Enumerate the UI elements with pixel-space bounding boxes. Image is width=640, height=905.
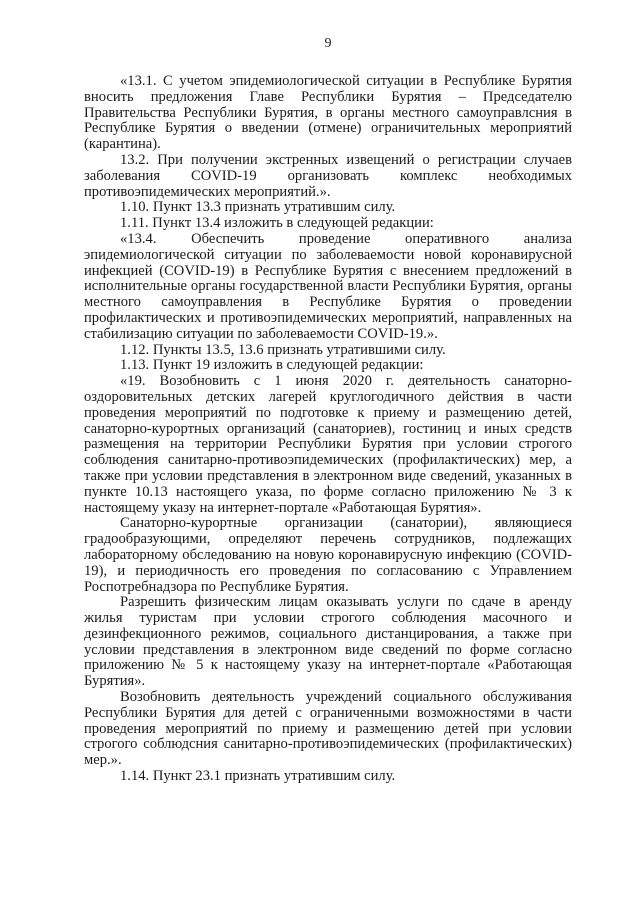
page-number: 9 [324, 36, 332, 51]
document-page [84, 0, 572, 905]
paragraph-1-10: 1.10. Пункт 13.3 признать утратившим силу. [120, 199, 396, 216]
paragraph-19: «19. Возобновить с 1 июня 2020 г. деятельность санаторно-оздоровительных детских лагерей круглогодичного действия в части проведения мероприятий по подготовке к приему и размещению детей, санаторно-курортных организаций (санаториев), гостиниц и иных средств размещения на территории Республики Бурятия при условии строгого соблюдения санитарно-противоэпидемических (профилактических) мер, а также при условии представления в электронном виде сведений, указанных в пункте 10.13 настоящего указа, по форме согласно приложению № 3 к настоящему указу на интернет-портале «Работающая Бурятия». [84, 373, 572, 516]
paragraph-1-13: 1.13. Пункт 19 изложить в следующей редакции: [120, 357, 424, 374]
paragraph-housing-rental: Разрешить физическим лицам оказывать услуги по сдаче в аренду жилья туристам при условии строгого соблюдения масочного и дезинфекционного режимов, социального дистанцирования, а также при условии представления в электронном виде сведений по форме согласно приложению № 5 к настоящему указу на интернет-портале «Работающая Бурятия». [84, 594, 572, 690]
paragraph-1-14: 1.14. Пункт 23.1 признать утратившим силу. [120, 768, 396, 785]
document-body [84, 74, 572, 785]
paragraph-13-2: 13.2. При получении экстренных извещений о регистрации случаев заболевания COVID-19 организовать комплекс необходимых противоэпидемических мероприятий.». [84, 151, 572, 200]
paragraph-social-services: Возобновить деятельность учреждений социального обслуживания Республики Бурятия для детей с ограниченными возможностями в части проведения мероприятий по приему и размещению детей при условии строгого соблюдсния санитарно-противоэпидемических (профилактических) мер.». [84, 689, 572, 769]
paragraph-1-12: 1.12. Пункты 13.5, 13.6 признать утратившими силу. [120, 341, 446, 358]
paragraph-sanatorium-organizations: Санаторно-курортные организации (санатории), являющиеся градообразующими, определяют перечень сотрудников, подлежащих лабораторному обследованию на новую коронавирусную инфекцию (COVID-19), и периодичность его проведения по согласованию с Управлением Роспотребнадзора по Республике Бурятия. [84, 515, 572, 595]
paragraph-1-11: 1.11. Пункт 13.4 изложить в следующей редакции: [120, 215, 434, 232]
paragraph-13-1: «13.1. С учетом эпидемиологической ситуации в Республике Бурятия вносить предложения Главе Республики Бурятия – Председателю Правительства Республики Бурятия, в органы местного самоуправлсния в Республике Бурятия о введении (отмене) ограничительных мероприятий (карантина). [84, 73, 572, 153]
paragraph-13-4: «13.4. Обеспечить проведение оперативного анализа эпидемиологической ситуации по заболеваемости новой коронавирусной инфекцией (COVID-19) в Республике Бурятия с внесением предложений в исполнительные органы государственной власти Республики Бурятия, органы местного самоуправления в Республике Бурятия о проведении профилактических и противоэпидемических мероприятий, направленных на стабилизацию ситуации по заболеваемости COVID-19.». [84, 230, 572, 342]
